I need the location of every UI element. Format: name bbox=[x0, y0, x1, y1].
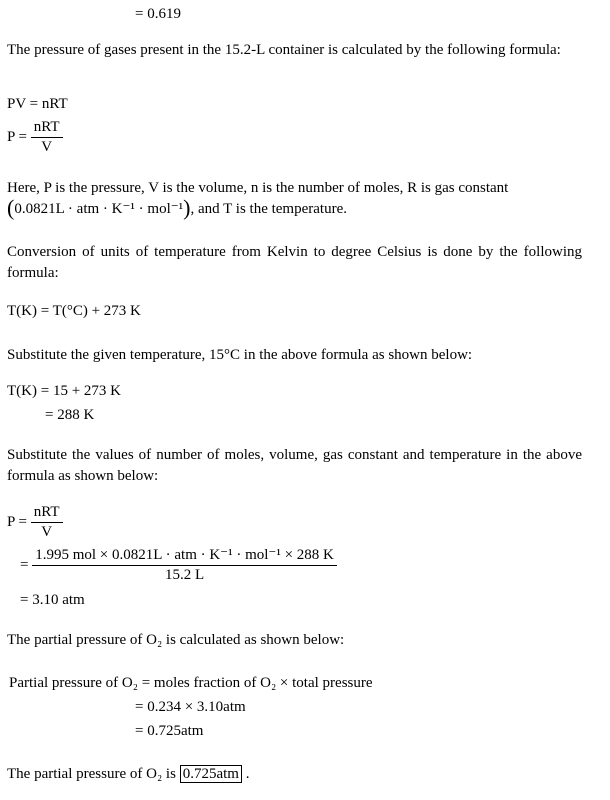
substitute-values-paragraph: Substitute the values of number of moles, volume, gas constant and temperature in the above formula as shown below: bbox=[7, 447, 582, 484]
fraction-denominator-repeat: V bbox=[41, 524, 53, 540]
final-answer-box: 0.725atm bbox=[180, 765, 242, 783]
temperature-conversion-formula: T(K) = T(°C) + 273 K bbox=[7, 303, 141, 319]
numeric-numerator: 1.995 mol × 0.0821L · atm · K⁻¹ · mol⁻¹ × 288 K bbox=[32, 546, 337, 566]
nrt-over-v-fraction bbox=[31, 118, 63, 157]
equals-sign: = bbox=[20, 556, 29, 573]
fraction-numerator: nRT bbox=[31, 118, 63, 138]
partial-pressure-formula: Partial pressure of O₂ = moles fraction of O₂ × total pressure bbox=[9, 675, 373, 691]
partial-pressure-intro: The partial pressure of O₂ is calculated as shown below: bbox=[7, 632, 345, 648]
fraction-numerator-repeat: nRT bbox=[31, 503, 63, 523]
pressure-lhs: P = bbox=[7, 128, 27, 145]
numeric-denominator: 15.2 L bbox=[164, 567, 205, 583]
pressure-result: = 3.10 atm bbox=[20, 592, 85, 608]
variables-text: Here, P is the pressure, V is the volume, n is the number of moles, R is gas constant bbox=[7, 180, 509, 196]
pressure-intro-paragraph: The pressure of gases present in the 15.2-L container is calculated by the following formula: bbox=[7, 42, 561, 58]
close-paren: ) bbox=[183, 195, 191, 220]
variables-tail: , and T is the temperature. bbox=[190, 201, 347, 217]
ideal-gas-equation: PV = nRT bbox=[7, 96, 68, 112]
final-statement-suffix: . bbox=[245, 766, 250, 782]
nrt-over-v-fraction-repeat bbox=[31, 503, 63, 542]
fraction-denominator: V bbox=[41, 139, 53, 155]
variables-definition-paragraph bbox=[7, 178, 582, 220]
conversion-paragraph: Conversion of units of temperature from Kelvin to degree Celsius is done by the following formula: bbox=[7, 244, 582, 281]
substitute-temperature-paragraph: Substitute the given temperature, 15°C in the above formula as shown below: bbox=[7, 347, 473, 363]
gas-constant-value: 0.0821L · atm · K⁻¹ · mol⁻¹ bbox=[14, 201, 184, 217]
final-statement-prefix: The partial pressure of O₂ is bbox=[7, 766, 176, 782]
pressure-lhs-repeat: P = bbox=[7, 513, 27, 530]
partial-pressure-line-3: = 0.725atm bbox=[135, 723, 204, 739]
pressure-formula bbox=[7, 118, 63, 157]
partial-pressure-line-2: = 0.234 × 3.10atm bbox=[135, 699, 246, 715]
open-paren: ( bbox=[7, 195, 15, 220]
final-statement bbox=[7, 765, 249, 783]
numeric-fraction bbox=[32, 546, 337, 585]
pressure-formula-repeat bbox=[7, 503, 63, 542]
numeric-pressure-calculation bbox=[20, 546, 337, 585]
temperature-calc-line-1: T(K) = 15 + 273 K bbox=[7, 383, 121, 399]
temperature-calc-line-2: = 288 K bbox=[45, 407, 95, 423]
top-result: = 0.619 bbox=[135, 6, 181, 22]
